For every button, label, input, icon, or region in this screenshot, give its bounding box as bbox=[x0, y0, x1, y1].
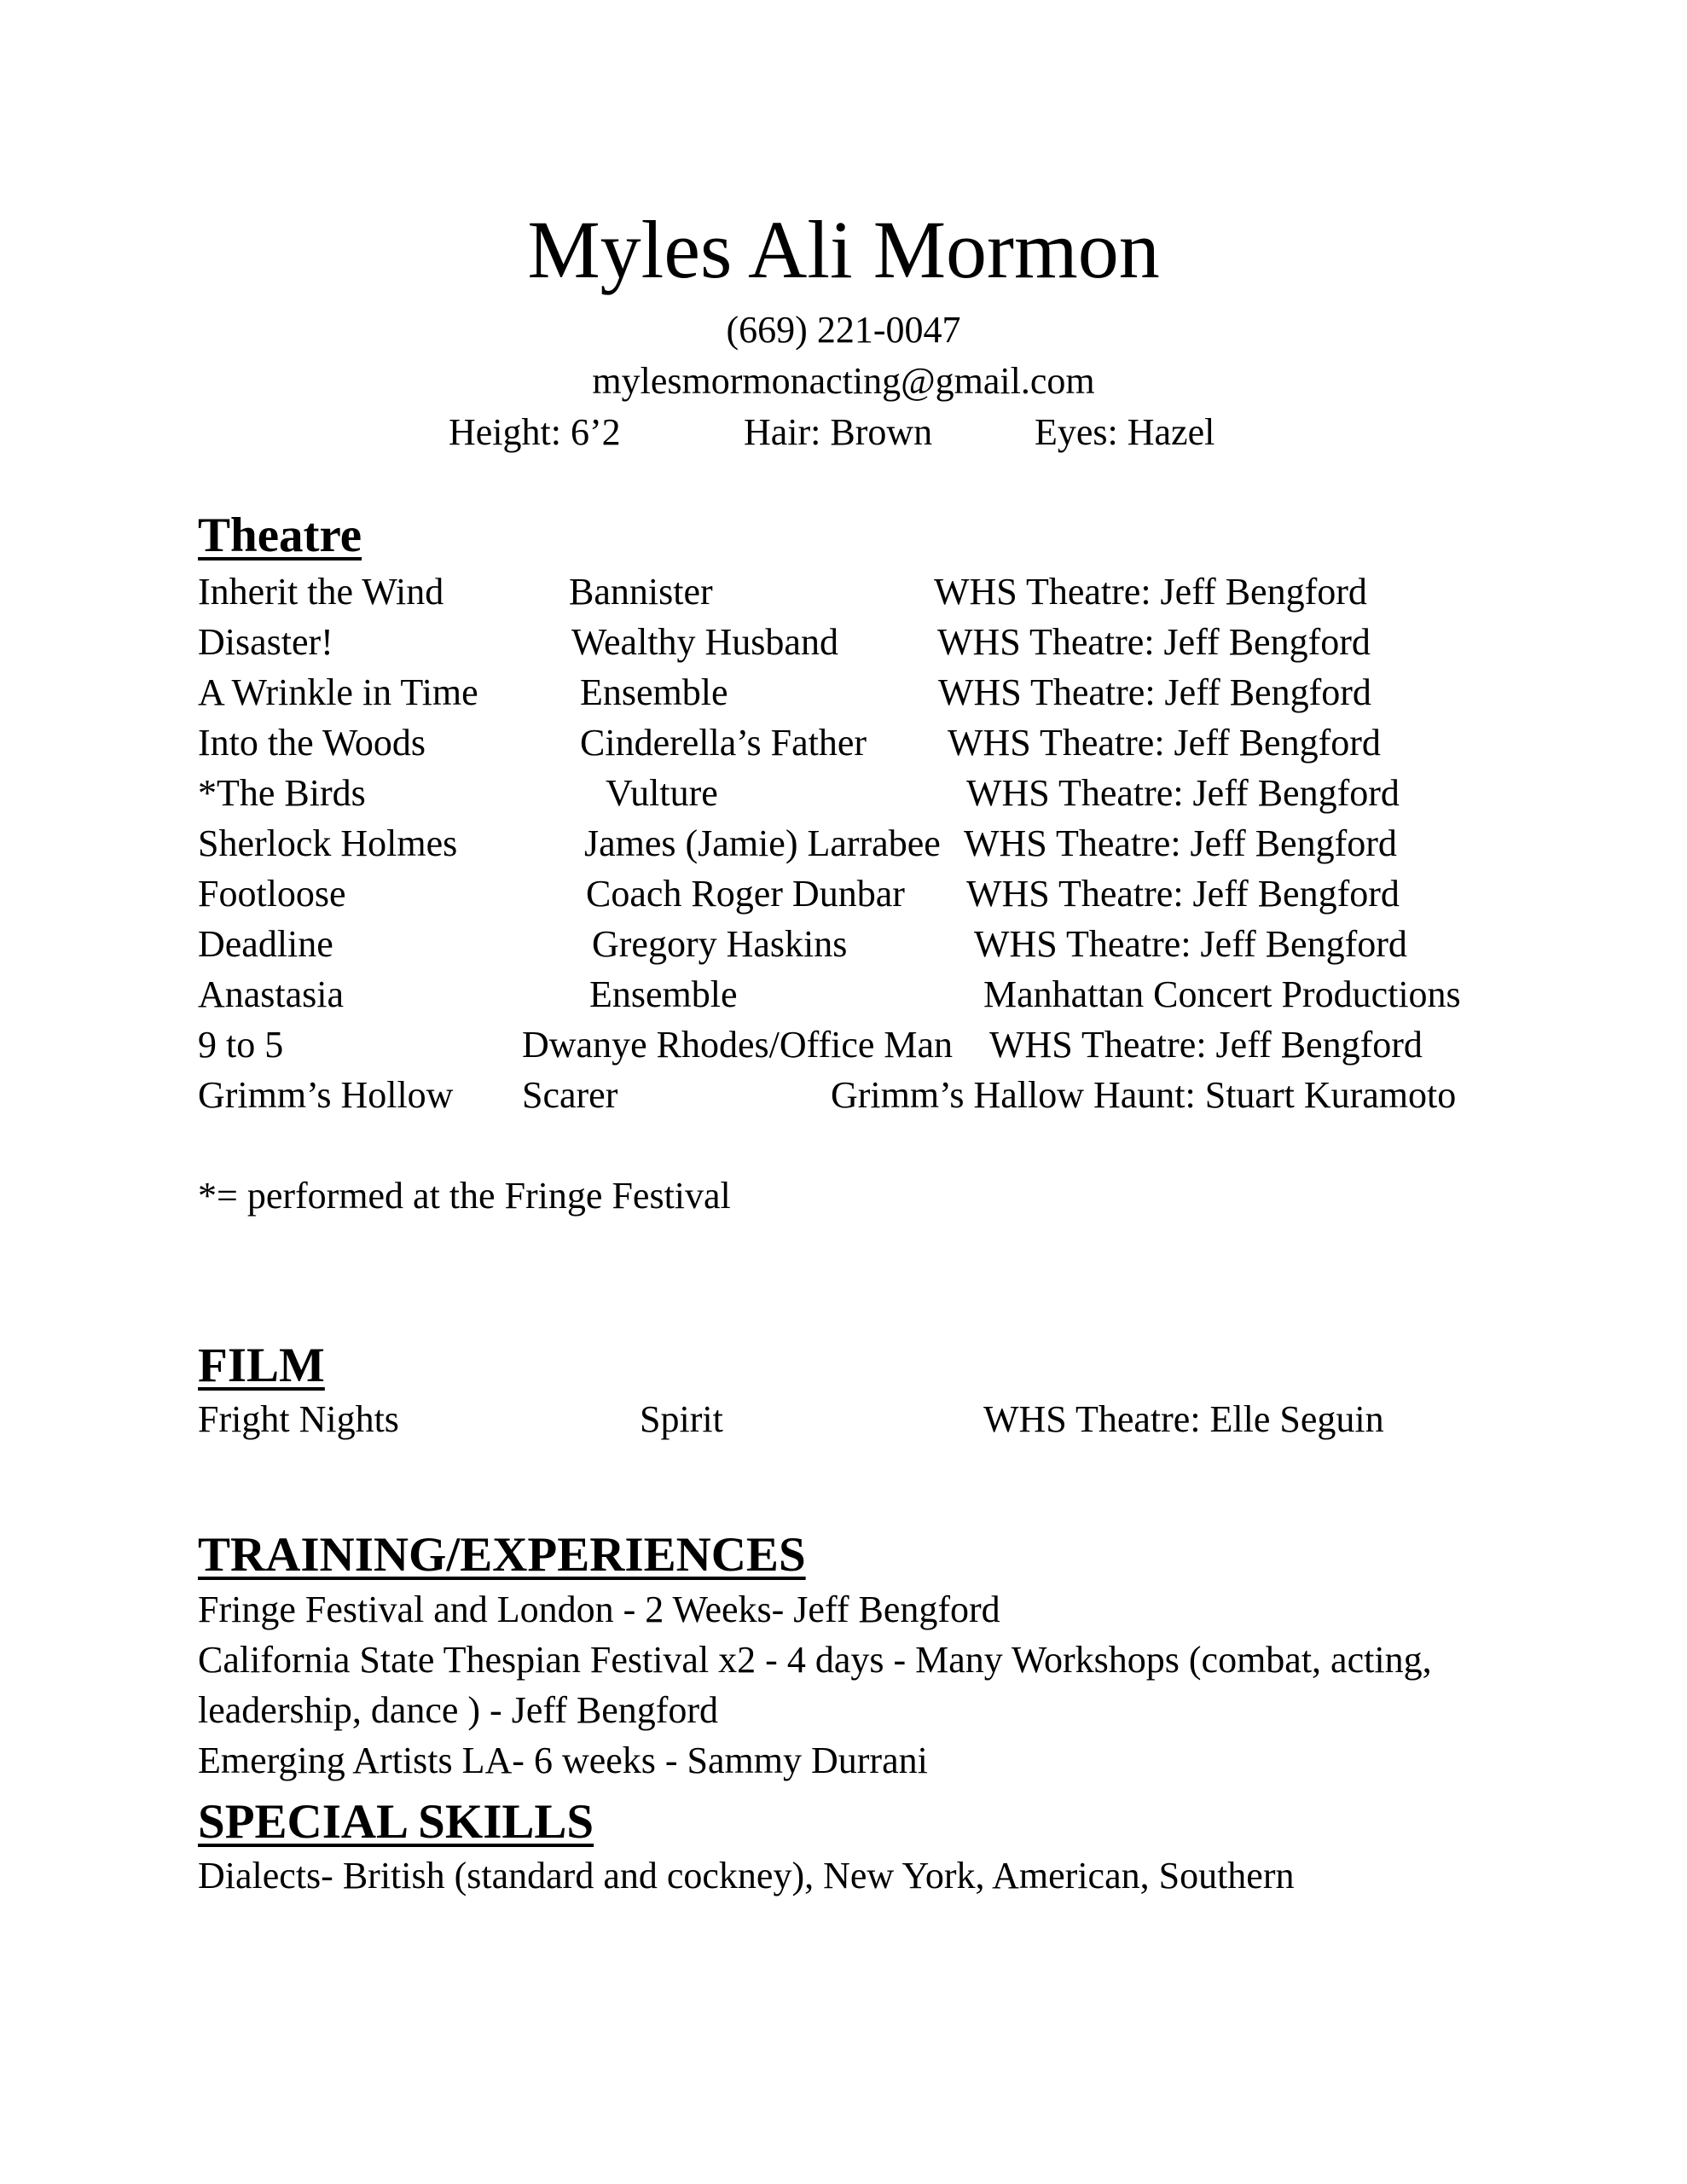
company-director: WHS Theatre: Jeff Bengford bbox=[964, 822, 1397, 864]
company-director: WHS Theatre: Elle Seguin bbox=[983, 1398, 1384, 1440]
show-title: Fright Nights bbox=[198, 1398, 399, 1440]
show-title: Deadline bbox=[198, 923, 333, 965]
training-line: leadership, dance ) - Jeff Bengford bbox=[198, 1689, 719, 1731]
company-director: WHS Theatre: Jeff Bengford bbox=[937, 621, 1371, 663]
theatre-credit-row bbox=[0, 568, 1687, 616]
role-name: Coach Roger Dunbar bbox=[586, 873, 905, 915]
skills-line: Dialects- British (standard and cockney), New York, American, Southern bbox=[198, 1855, 1295, 1896]
show-title: Anastasia bbox=[198, 973, 345, 1015]
film-heading: FILM bbox=[198, 1339, 325, 1392]
show-title: 9 to 5 bbox=[198, 1024, 284, 1066]
role-name: Spirit bbox=[640, 1398, 723, 1440]
role-name: James (Jamie) Larrabee bbox=[584, 822, 941, 864]
theatre-heading: Theatre bbox=[198, 508, 362, 562]
height-stat: Height: 6’2 bbox=[449, 411, 621, 453]
company-director: WHS Theatre: Jeff Bengford bbox=[989, 1024, 1423, 1066]
theatre-credit-row bbox=[0, 719, 1687, 767]
role-name: Dwanye Rhodes/Office Man bbox=[522, 1024, 954, 1066]
theatre-credit-row bbox=[0, 619, 1687, 666]
company-director: Manhattan Concert Productions bbox=[983, 973, 1461, 1015]
role-name: Bannister bbox=[569, 571, 713, 613]
theatre-credit-row bbox=[0, 971, 1687, 1019]
company-director: WHS Theatre: Jeff Bengford bbox=[934, 571, 1367, 613]
theatre-credit-row bbox=[0, 669, 1687, 717]
company-director: WHS Theatre: Jeff Bengford bbox=[966, 873, 1400, 915]
theatre-credit-row bbox=[0, 770, 1687, 817]
show-title: Inherit the Wind bbox=[198, 571, 444, 613]
show-title: Footloose bbox=[198, 873, 346, 915]
show-title: Grimm’s Hollow bbox=[198, 1074, 454, 1116]
role-name: Cinderella’s Father bbox=[580, 722, 867, 764]
show-title: Into the Woods bbox=[198, 722, 426, 764]
phone-number: (669) 221-0047 bbox=[726, 309, 961, 351]
training-line: California State Thespian Festival x2 - 4 days - Many Workshops (combat, acting, bbox=[198, 1639, 1432, 1681]
training-line: Emerging Artists LA- 6 weeks - Sammy Durrani bbox=[198, 1740, 928, 1781]
skills-heading: SPECIAL SKILLS bbox=[198, 1795, 594, 1849]
theatre-credit-row bbox=[0, 1072, 1687, 1119]
role-name: Gregory Haskins bbox=[592, 923, 848, 965]
role-name: Scarer bbox=[522, 1074, 618, 1116]
film-credit-row bbox=[0, 1396, 1687, 1443]
training-line: Fringe Festival and London - 2 Weeks- Jeff Bengford bbox=[198, 1589, 1000, 1630]
hair-stat: Hair: Brown bbox=[744, 411, 933, 453]
role-name: Vulture bbox=[606, 772, 718, 814]
eyes-stat: Eyes: Hazel bbox=[1035, 411, 1215, 453]
company-director: WHS Theatre: Jeff Bengford bbox=[938, 671, 1371, 713]
theatre-credit-row bbox=[0, 870, 1687, 918]
resume-name: Myles Ali Mormon bbox=[527, 204, 1160, 295]
role-name: Ensemble bbox=[589, 973, 738, 1015]
show-title: Sherlock Holmes bbox=[198, 822, 458, 864]
role-name: Wealthy Husband bbox=[571, 621, 838, 663]
role-name: Ensemble bbox=[580, 671, 728, 713]
company-director: Grimm’s Hallow Haunt: Stuart Kuramoto bbox=[831, 1074, 1457, 1116]
company-director: WHS Theatre: Jeff Bengford bbox=[948, 722, 1381, 764]
email-address: mylesmormonacting@gmail.com bbox=[592, 360, 1095, 402]
theatre-credit-row bbox=[0, 921, 1687, 968]
training-heading: TRAINING/EXPERIENCES bbox=[198, 1528, 806, 1582]
company-director: WHS Theatre: Jeff Bengford bbox=[974, 923, 1407, 965]
show-title: Disaster! bbox=[198, 621, 333, 663]
theatre-credit-row bbox=[0, 1021, 1687, 1069]
theatre-credit-row bbox=[0, 820, 1687, 868]
show-title: *The Birds bbox=[198, 772, 366, 814]
footnote: *= performed at the Fringe Festival bbox=[198, 1175, 731, 1217]
company-director: WHS Theatre: Jeff Bengford bbox=[966, 772, 1400, 814]
show-title: A Wrinkle in Time bbox=[198, 671, 478, 713]
